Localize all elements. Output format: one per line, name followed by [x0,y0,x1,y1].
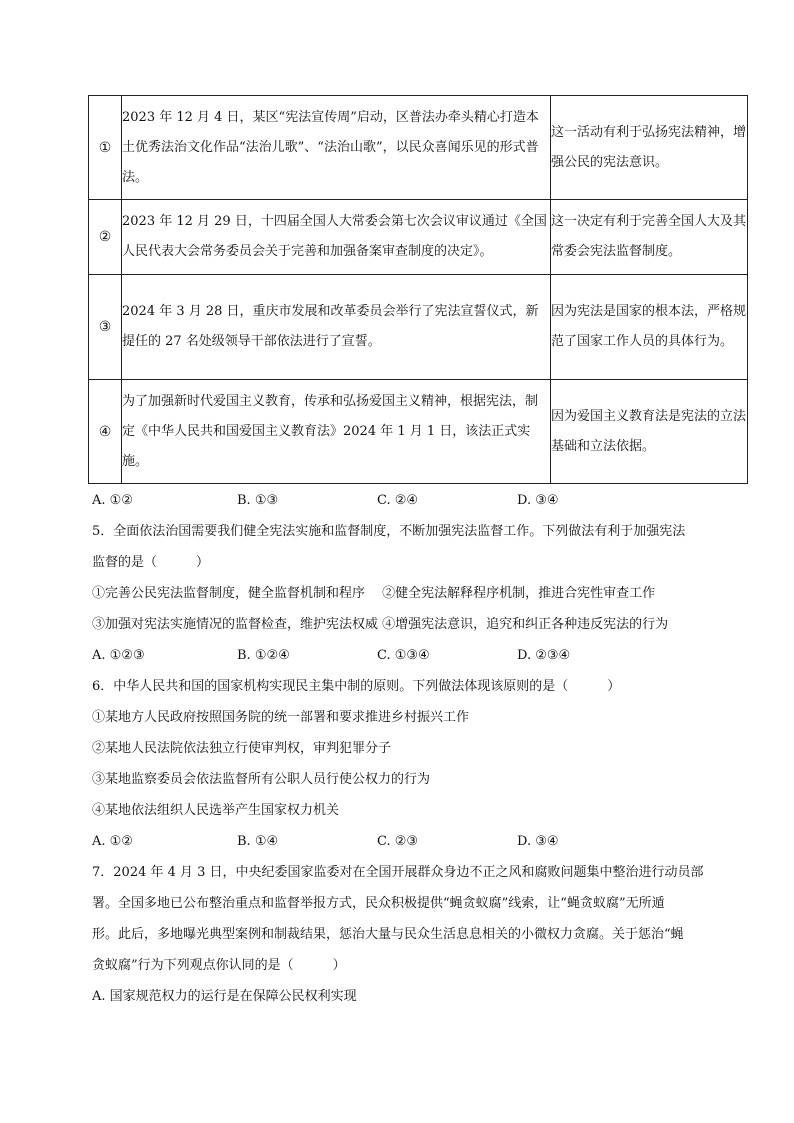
option-c[interactable]: C. ②④ [377,493,419,508]
analysis-cell: 因为宪法是国家的根本法，严格规范了国家工作人员的具体行为。 [551,275,748,380]
question-4-options [92,491,712,511]
row-number: ④ [89,380,122,484]
option-a[interactable]: A. ①② [92,834,133,849]
analysis-cell: 这一决定有利于完善全国人大及其常委会宪法监督制度。 [551,200,748,275]
analysis-cell: 这一活动有利于弘扬宪法精神，增强公民的宪法意识。 [551,96,748,200]
option-a[interactable]: A. 国家规范权力的运行是在保障公民权利实现 [92,989,357,1004]
option-c[interactable]: C. ①③④ [377,648,430,663]
analysis-cell: 因为爱国主义教育法是宪法的立法基础和立法依据。 [551,380,748,484]
question-5-statements: ①完善公民宪法监督制度，健全监督机制和程序 ②健全宪法解释程序机制，推进合宪性审查工作 [92,586,656,601]
question-5-stem-continued: 监督的是（ ） [92,555,210,570]
event-cell: 2023 年 12 月 29 日，十四届全国人大常委会第七次会议审议通过《全国人民代表大会常务委员会关于完善和加强备案审查制度的决定》。 [122,200,551,275]
option-c[interactable]: C. ②③ [377,834,419,849]
question-6-statement-2: ②某地人民法院依法独立行使审判权，审判犯罪分子 [92,741,392,756]
row-number: ① [89,96,122,200]
event-cell: 2023 年 12 月 4 日，某区“宪法宣传周”启动，区普法办牵头精心打造本土优秀法治文化作品“法治儿歌”、“法治山歌”，以民众喜闻乐见的形式普法。 [122,96,551,200]
question-7-stem-continued: 署。全国多地已公布整治重点和监督举报方式，民众积极提供“蝇贪蚁腐”线索，让“蝇贪蚁腐”无所遁 [92,896,665,911]
option-d[interactable]: D. ③④ [517,834,559,849]
question-5-statements: ③加强对宪法实施情况的监督检查，维护宪法权威 ④增强宪法意识，追究和纠正各种违反宪法的行为 [92,617,669,632]
question-5-options [92,646,712,666]
question-6-options [92,832,712,852]
option-d[interactable]: D. ②③④ [517,648,571,663]
question-6-statement-3: ③某地监察委员会依法监督所有公职人员行使公权力的行为 [92,772,431,787]
option-b[interactable]: B. ①②④ [237,648,290,663]
question-5-stem: 5．全面依法治国需要我们健全宪法实施和监督制度，不断加强宪法监督工作。下列做法有利于加强宪法 [92,524,686,539]
row-number: ③ [89,275,122,380]
event-cell: 为了加强新时代爱国主义教育，传承和弘扬爱国主义精神，根据宪法，制定《中华人民共和国爱国主义教育法》2024 年 1 月 1 日，该法正式实施。 [122,380,551,484]
table-row [89,200,748,275]
event-cell: 2024 年 3 月 28 日，重庆市发展和改革委员会举行了宪法宣誓仪式，新提任的 27 名处级领导干部依法进行了宣誓。 [122,275,551,380]
question-4-table [88,95,748,484]
table-row [89,380,748,484]
option-b[interactable]: B. ①③ [237,493,279,508]
question-7-stem: 7．2024 年 4 月 3 日，中央纪委国家监委对在全国开展群众身边不正之风和腐败问题集中整治进行动员部 [92,865,704,880]
question-6-stem: 6．中华人民共和国的国家机构实现民主集中制的原则。下列做法体现该原则的是（ ） [92,679,621,694]
row-number: ② [89,200,122,275]
option-b[interactable]: B. ①④ [237,834,279,849]
table-row [89,96,748,200]
option-a[interactable]: A. ①② [92,493,133,508]
question-7-stem-continued: 形。此后，多地曝光典型案例和制裁结果，惩治大量与民众生活息息相关的小微权力贪腐。关于惩治“蝇 [92,927,684,942]
question-6-statement-1: ①某地方人民政府按照国务院的统一部署和要求推进乡村振兴工作 [92,710,470,725]
table-row [89,275,748,380]
question-6-statement-4: ④某地依法组织人民选举产生国家权力机关 [92,803,340,818]
option-a[interactable]: A. ①②③ [92,648,145,663]
question-7-stem-continued: 贪蚁腐”行为下列观点你认同的是（ ） [92,958,346,973]
option-d[interactable]: D. ③④ [517,493,559,508]
